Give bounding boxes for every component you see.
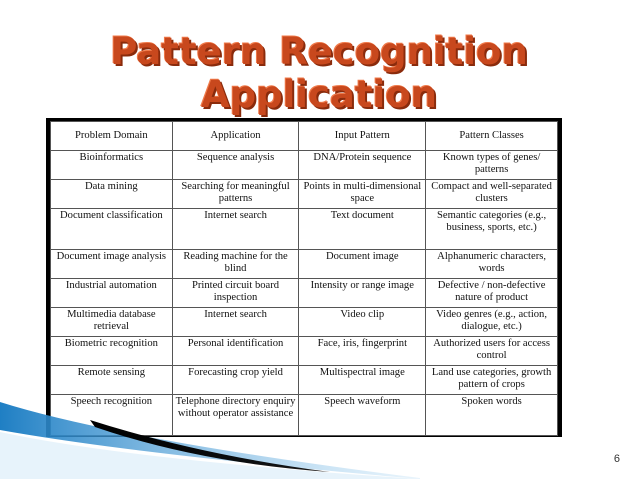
cell-input-pattern: DNA/Protein sequence bbox=[299, 151, 426, 180]
decorative-swoosh bbox=[0, 380, 420, 479]
cell-input-pattern: Intensity or range image bbox=[299, 279, 426, 308]
cell-pattern-classes: Land use categories, growth pattern of crops bbox=[426, 366, 558, 395]
cell-pattern-classes: Compact and well-separated clusters bbox=[426, 180, 558, 209]
cell-pattern-classes: Defective / non-defective nature of product bbox=[426, 279, 558, 308]
cell-application: Forecasting crop yield bbox=[172, 366, 299, 395]
cell-problem-domain: Industrial automation bbox=[51, 279, 173, 308]
page-number: 6 bbox=[613, 453, 620, 465]
cell-problem-domain: Remote sensing bbox=[51, 366, 173, 395]
cell-pattern-classes: Authorized users for access control bbox=[426, 337, 558, 366]
cell-input-pattern: Speech waveform bbox=[299, 395, 426, 436]
cell-problem-domain: Data mining bbox=[51, 180, 173, 209]
table-row bbox=[51, 151, 558, 180]
column-header-problem-domain: Problem Domain bbox=[51, 122, 173, 151]
cell-problem-domain: Document image analysis bbox=[51, 250, 173, 279]
cell-input-pattern: Points in multi-dimensional space bbox=[299, 180, 426, 209]
cell-problem-domain: Biometric recognition bbox=[51, 337, 173, 366]
cell-input-pattern: Document image bbox=[299, 250, 426, 279]
cell-problem-domain: Bioinformatics bbox=[51, 151, 173, 180]
column-header-input-pattern: Input Pattern bbox=[299, 122, 426, 151]
table-row bbox=[51, 279, 558, 308]
cell-pattern-classes: Known types of genes/ patterns bbox=[426, 151, 558, 180]
cell-application: Reading machine for the blind bbox=[172, 250, 299, 279]
cell-input-pattern: Face, iris, fingerprint bbox=[299, 337, 426, 366]
table-header-row bbox=[51, 122, 558, 151]
slide-title: Pattern Recognition Application bbox=[110, 30, 528, 116]
cell-problem-domain: Speech recognition bbox=[51, 395, 173, 436]
table-row bbox=[51, 180, 558, 209]
cell-application: Sequence analysis bbox=[172, 151, 299, 180]
cell-pattern-classes: Spoken words bbox=[426, 395, 558, 436]
column-header-application: Application bbox=[172, 122, 299, 151]
cell-problem-domain: Document classification bbox=[51, 209, 173, 250]
cell-application: Personal identification bbox=[172, 337, 299, 366]
table-row bbox=[51, 308, 558, 337]
column-header-pattern-classes: Pattern Classes bbox=[426, 122, 558, 151]
cell-problem-domain: Multimedia database retrieval bbox=[51, 308, 173, 337]
cell-input-pattern: Multispectral image bbox=[299, 366, 426, 395]
cell-pattern-classes: Video genres (e.g., action, dialogue, etc.) bbox=[426, 308, 558, 337]
table-row bbox=[51, 250, 558, 279]
cell-input-pattern: Text document bbox=[299, 209, 426, 250]
cell-pattern-classes: Alphanumeric characters, words bbox=[426, 250, 558, 279]
cell-application: Searching for meaningful patterns bbox=[172, 180, 299, 209]
table-row bbox=[51, 337, 558, 366]
cell-application: Internet search bbox=[172, 308, 299, 337]
cell-application: Internet search bbox=[172, 209, 299, 250]
cell-application: Printed circuit board inspection bbox=[172, 279, 299, 308]
cell-pattern-classes: Semantic categories (e.g., business, sports, etc.) bbox=[426, 209, 558, 250]
cell-input-pattern: Video clip bbox=[299, 308, 426, 337]
table-row bbox=[51, 209, 558, 250]
cell-application: Telephone directory enquiry without operator assistance bbox=[172, 395, 299, 436]
